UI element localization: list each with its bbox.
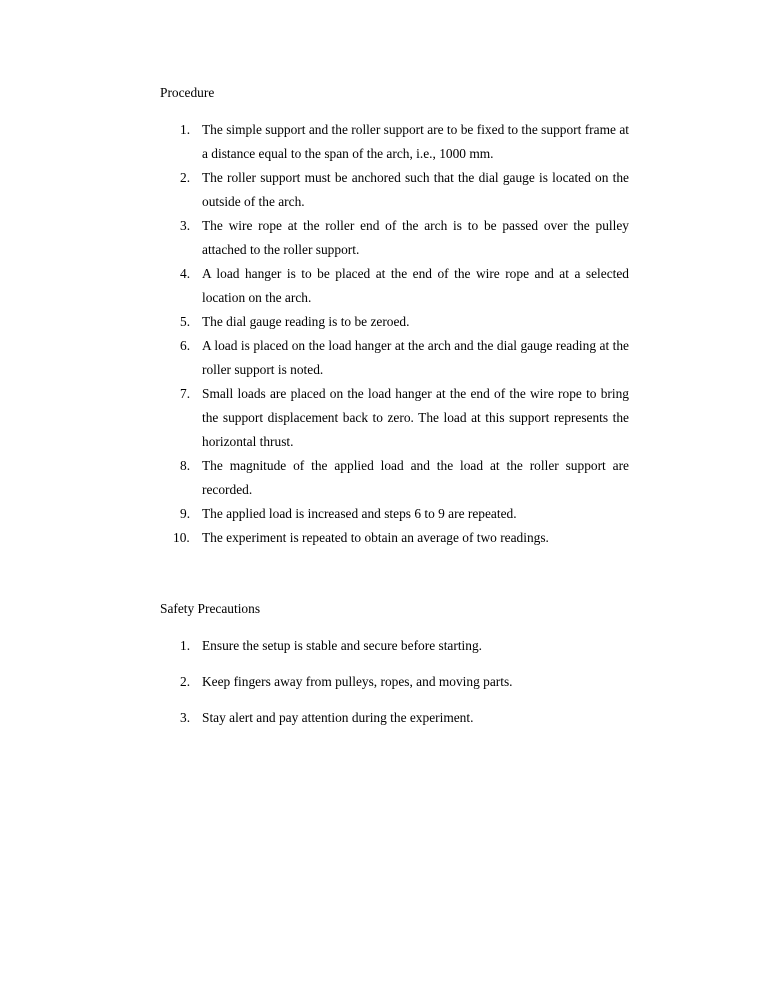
safety-number: 2. xyxy=(180,674,191,689)
procedure-step xyxy=(160,262,629,310)
step-text: The dial gauge reading is to be zeroed. xyxy=(202,314,410,329)
step-number: 8. xyxy=(180,458,191,473)
step-number: 6. xyxy=(180,338,191,353)
step-text: The experiment is repeated to obtain an average of two readings. xyxy=(202,530,549,545)
safety-heading: Safety Precautions xyxy=(160,601,261,616)
procedure-step xyxy=(160,118,629,166)
step-number: 10. xyxy=(173,530,190,545)
step-text: Small loads are placed on the load hanger at the end of the wire rope to bring the support displacement back to zero. The load at this support represents the horizontal thrust. xyxy=(202,386,629,449)
procedure-step xyxy=(160,310,629,334)
safety-number: 3. xyxy=(180,710,191,725)
step-text: The wire rope at the roller end of the arch is to be passed over the pulley attached to the roller support. xyxy=(202,218,629,257)
step-text: The simple support and the roller support are to be fixed to the support frame at a distance equal to the span of the arch, i.e., 1000 mm. xyxy=(202,122,629,161)
procedure-heading: Procedure xyxy=(160,85,215,100)
safety-text: Stay alert and pay attention during the experiment. xyxy=(202,710,474,725)
step-text: A load hanger is to be placed at the end of the wire rope and at a selected location on the arch. xyxy=(202,266,629,305)
step-text: A load is placed on the load hanger at the arch and the dial gauge reading at the roller support is noted. xyxy=(202,338,629,377)
step-number: 5. xyxy=(180,314,191,329)
procedure-step xyxy=(160,382,629,454)
step-text: The roller support must be anchored such that the dial gauge is located on the outside of the arch. xyxy=(202,170,629,209)
safety-item xyxy=(160,706,629,730)
step-number: 1. xyxy=(180,122,191,137)
step-number: 9. xyxy=(180,506,191,521)
step-text: The applied load is increased and steps 6 to 9 are repeated. xyxy=(202,506,517,521)
safety-text: Keep fingers away from pulleys, ropes, and moving parts. xyxy=(202,674,513,689)
procedure-step xyxy=(160,334,629,382)
procedure-step xyxy=(160,502,629,526)
procedure-step xyxy=(160,214,629,262)
step-text: The magnitude of the applied load and the load at the roller support are recorded. xyxy=(202,458,629,497)
safety-item xyxy=(160,670,629,694)
procedure-list xyxy=(160,118,629,550)
safety-list xyxy=(160,634,629,742)
step-number: 2. xyxy=(180,170,191,185)
procedure-step xyxy=(160,526,629,550)
step-number: 3. xyxy=(180,218,191,233)
step-number: 7. xyxy=(180,386,191,401)
safety-text: Ensure the setup is stable and secure before starting. xyxy=(202,638,482,653)
safety-number: 1. xyxy=(180,638,191,653)
procedure-step xyxy=(160,166,629,214)
safety-item xyxy=(160,634,629,658)
step-number: 4. xyxy=(180,266,191,281)
procedure-step xyxy=(160,454,629,502)
